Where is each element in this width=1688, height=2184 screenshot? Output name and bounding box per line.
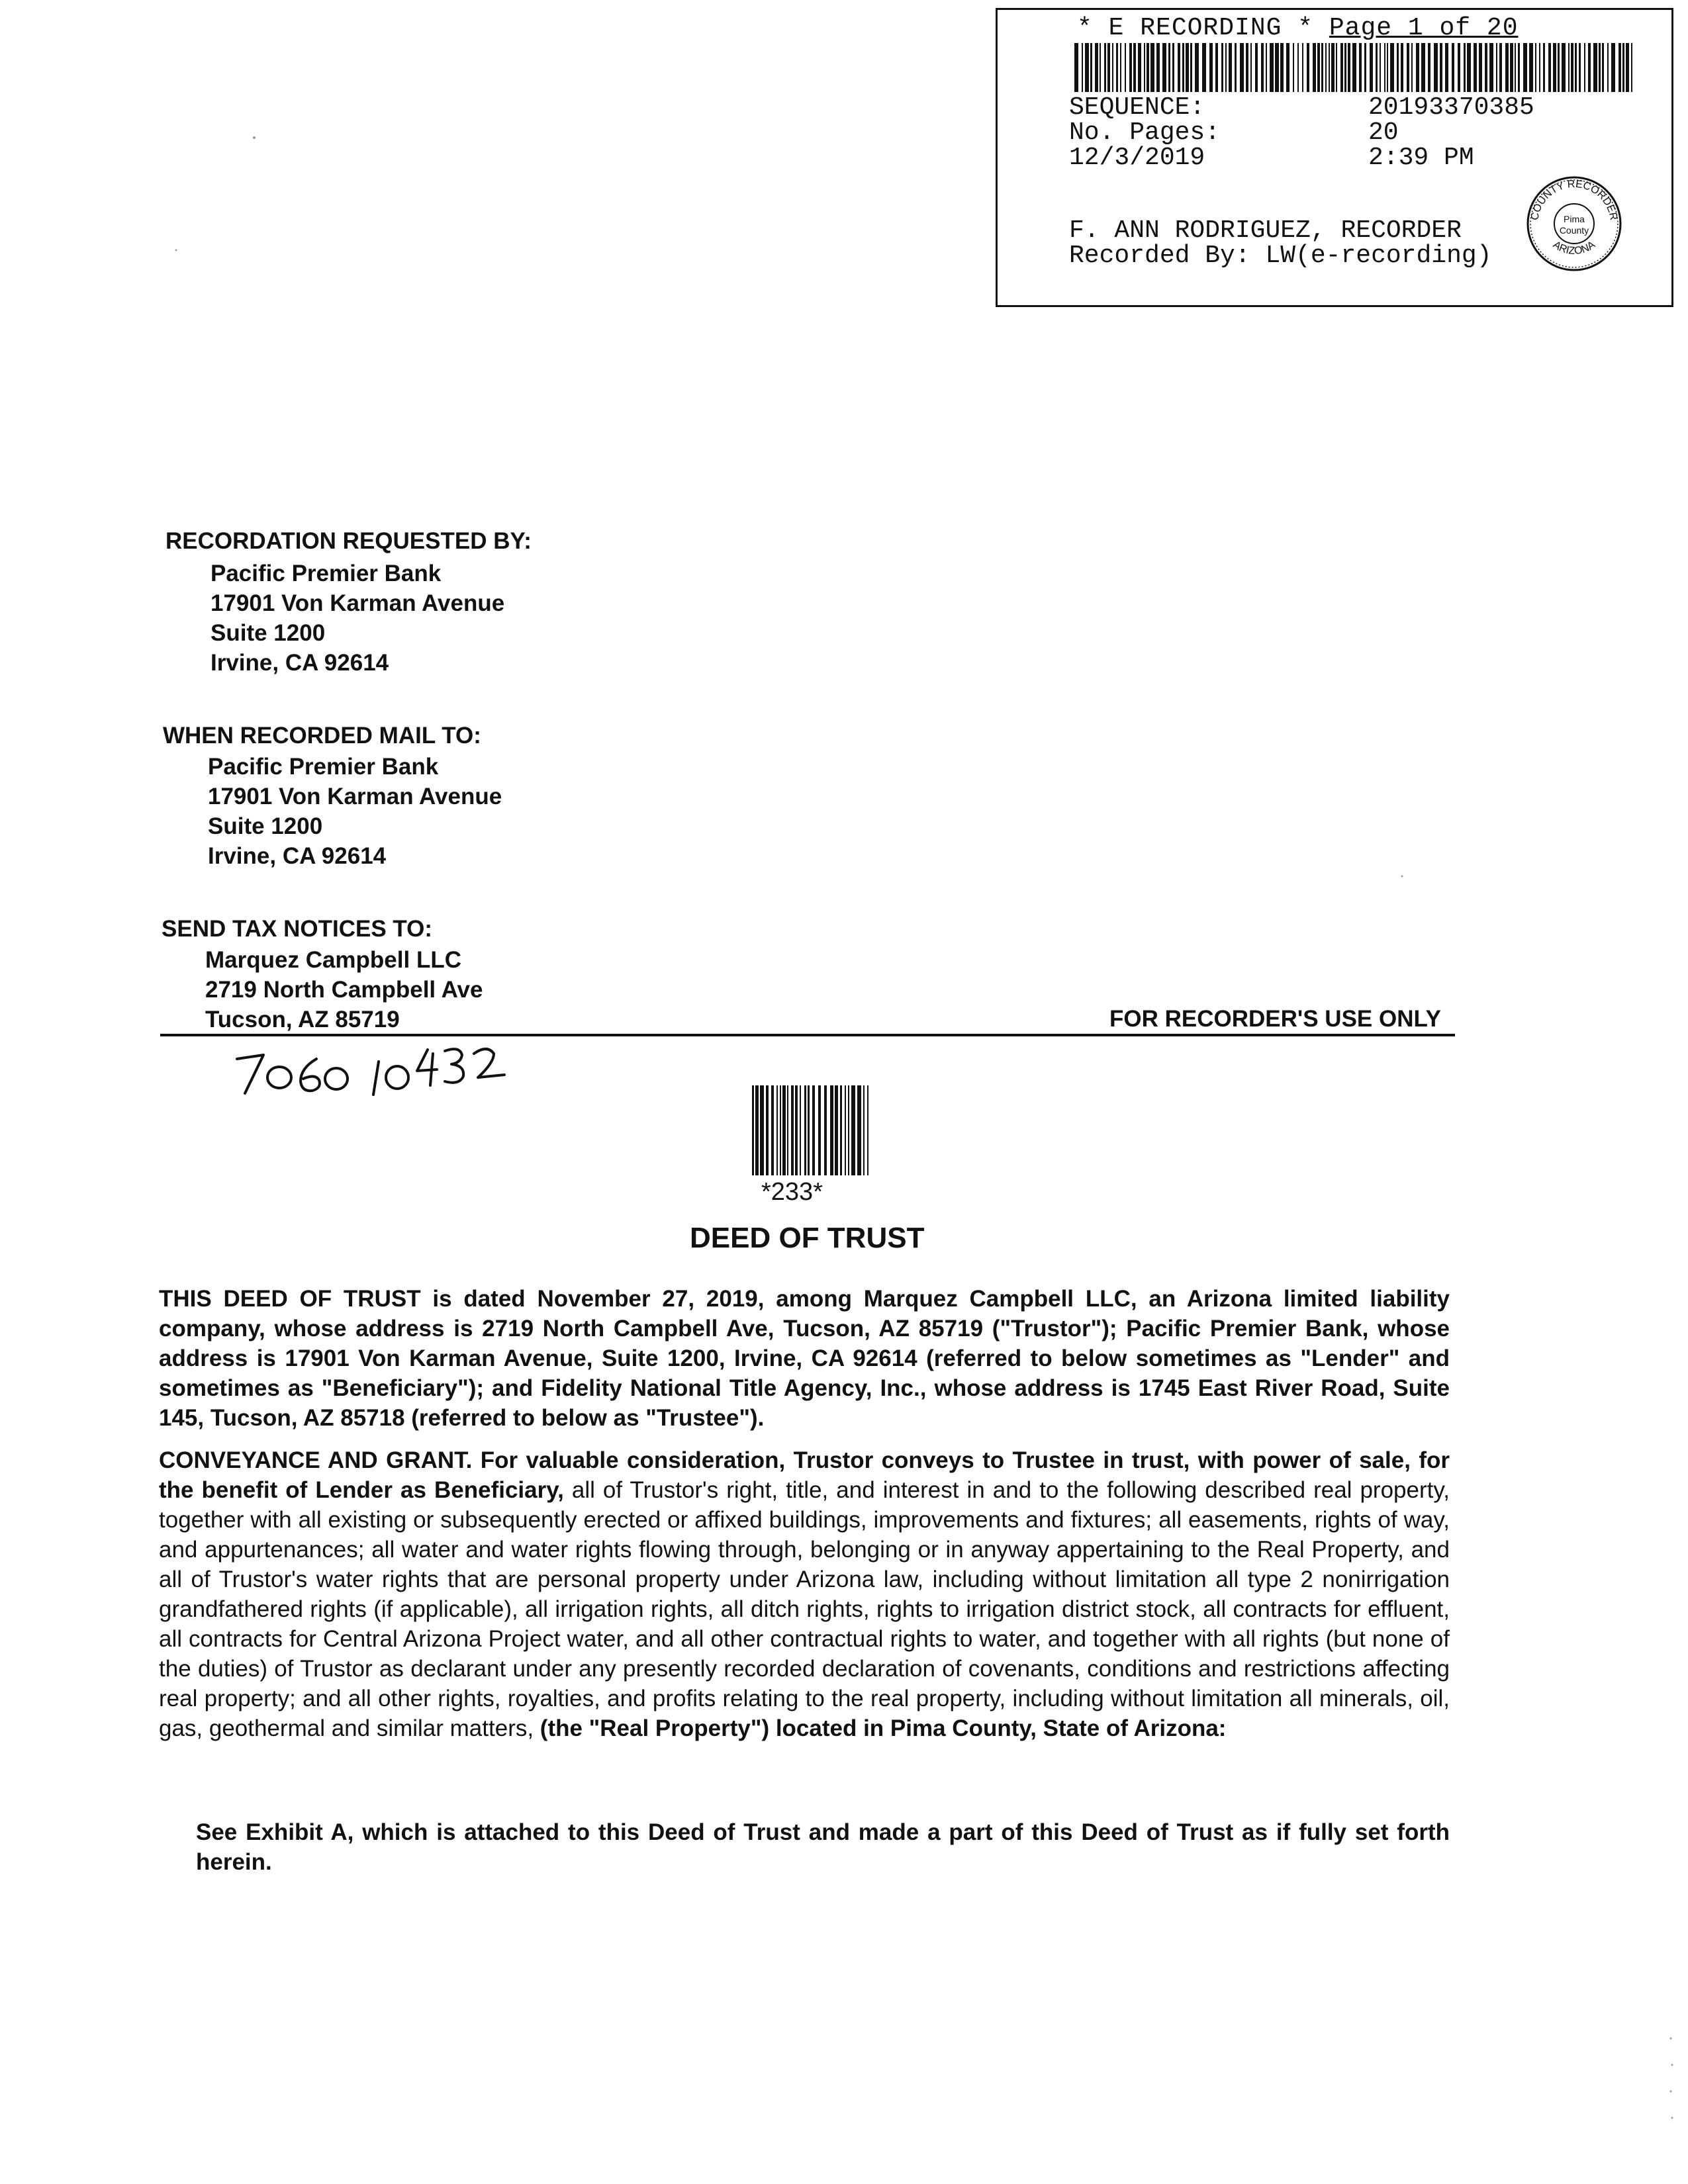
barcode-bar bbox=[1539, 43, 1540, 92]
stamp-header bbox=[1077, 14, 1519, 42]
barcode-bar bbox=[1125, 43, 1126, 92]
barcode-bar bbox=[1085, 43, 1089, 92]
barcode-bar bbox=[1575, 43, 1577, 92]
barcode-bar bbox=[1548, 43, 1551, 92]
barcode-bar bbox=[1246, 43, 1248, 92]
barcode-bar bbox=[835, 1085, 838, 1175]
barcode-bar bbox=[1445, 43, 1448, 92]
barcode-bar bbox=[1195, 43, 1199, 92]
recorded-by: Recorded By: LW(e-recording) bbox=[1069, 242, 1492, 270]
tax-notices-line: 2719 North Campbell Ave bbox=[205, 977, 483, 1003]
barcode-bar bbox=[1607, 43, 1609, 92]
recorders-use-label: FOR RECORDER'S USE ONLY bbox=[1109, 1006, 1441, 1032]
mail-to-line: Pacific Premier Bank bbox=[208, 754, 439, 780]
recording-date: 12/3/2019 bbox=[1069, 144, 1205, 172]
barcode-bar bbox=[795, 1085, 798, 1175]
barcode-bar bbox=[1321, 43, 1323, 92]
seal-top-text: COUNTY RECORDER bbox=[1529, 178, 1619, 222]
barcode-bar bbox=[1107, 43, 1110, 92]
document-barcode bbox=[752, 1085, 868, 1175]
barcode-bar bbox=[1467, 43, 1471, 92]
barcode-bar bbox=[1129, 43, 1132, 92]
recording-stamp bbox=[996, 8, 1673, 307]
barcode-bar bbox=[867, 1085, 868, 1175]
barcode-number: *233* bbox=[761, 1178, 823, 1206]
barcode-bar bbox=[1485, 43, 1487, 92]
barcode-bar bbox=[1515, 43, 1516, 92]
barcode-bar bbox=[1261, 43, 1264, 92]
barcode-bar bbox=[1270, 43, 1274, 92]
barcode-bar bbox=[1144, 43, 1145, 92]
barcode-bar bbox=[804, 1085, 806, 1175]
stamp-page-count: Page 1 of 20 bbox=[1329, 14, 1519, 42]
recordation-line: 17901 Von Karman Avenue bbox=[211, 590, 505, 616]
barcode-bar bbox=[1370, 43, 1373, 92]
barcode-bar bbox=[857, 1085, 861, 1175]
barcode-bar bbox=[1240, 43, 1244, 92]
barcode-bar bbox=[1331, 43, 1335, 92]
document-title: DEED OF TRUST bbox=[690, 1222, 925, 1254]
barcode-bar bbox=[1387, 43, 1388, 92]
barcode-bar bbox=[1138, 43, 1141, 92]
barcode-bar bbox=[1329, 43, 1330, 92]
barcode-bar bbox=[1275, 43, 1279, 92]
barcode-bar bbox=[1593, 43, 1597, 92]
conveyance-tail: (the "Real Property") located in Pima County, State of Arizona: bbox=[539, 1715, 1227, 1741]
barcode-bar bbox=[1100, 43, 1101, 92]
barcode-bar bbox=[1489, 43, 1493, 92]
barcode-bar bbox=[1397, 43, 1399, 92]
barcode-bar bbox=[1112, 43, 1113, 92]
barcode-bar bbox=[1434, 43, 1438, 92]
barcode-bar bbox=[812, 1085, 815, 1175]
barcode-bar bbox=[1421, 43, 1425, 92]
intro-paragraph: THIS DEED OF TRUST is dated November 27, 2019, among Marquez Campbell LLC, an Arizona limited liability company, whose address is 2719 North Campbell Ave, Tucson, AZ 85719 ("Trustor"); Pacific Premier Bank, whose address is 17901 Von Karman Avenue, Suite 1200, Irvine, CA 92614 (referred to below sometimes as "Lender" and sometimes as "Beneficiary"); and Fidelity National Title Agency, Inc., whose address is 1745 East River Road, Suite 145, Tucson, AZ 85718 (referred to below as "Trustee"). bbox=[159, 1286, 1450, 1431]
barcode-bar bbox=[787, 1085, 788, 1175]
barcode-bar bbox=[1215, 43, 1218, 92]
barcode-bar bbox=[1344, 43, 1346, 92]
barcode-bar bbox=[1411, 43, 1413, 92]
sequence-value: 20193370385 bbox=[1368, 93, 1534, 122]
barcode-bar bbox=[1602, 43, 1604, 92]
barcode-bar bbox=[1229, 43, 1232, 92]
tax-notices-heading: SEND TAX NOTICES TO: bbox=[162, 916, 433, 942]
section-divider bbox=[160, 1034, 1455, 1036]
exhibit-paragraph: See Exhibit A, which is attached to this Deed of Trust and made a part of this Deed of Trust as if fully set forth herein. bbox=[196, 1819, 1450, 1875]
barcode-bar bbox=[752, 1085, 754, 1175]
svg-text:ARIZONA bbox=[1551, 239, 1598, 257]
barcode-bar bbox=[1416, 43, 1419, 92]
barcode-bar bbox=[1120, 43, 1121, 92]
barcode-bar bbox=[1336, 43, 1337, 92]
mail-to-line: Suite 1200 bbox=[208, 813, 323, 839]
barcode-bar bbox=[1458, 43, 1460, 92]
barcode-bar bbox=[1090, 43, 1092, 92]
barcode-bar bbox=[776, 1085, 778, 1175]
barcode-bar bbox=[1317, 43, 1320, 92]
barcode-bar bbox=[1611, 43, 1615, 92]
barcode-bar bbox=[1380, 43, 1381, 92]
barcode-bar bbox=[1172, 43, 1174, 92]
barcode-bar bbox=[1571, 43, 1573, 92]
mail-to-line: Irvine, CA 92614 bbox=[208, 843, 387, 869]
seal-center-line-1: Pima bbox=[1564, 214, 1585, 224]
barcode-bar bbox=[851, 1085, 855, 1175]
barcode-bar bbox=[1182, 43, 1184, 92]
barcode-bar bbox=[771, 1085, 774, 1175]
tax-notices-line: Marquez Campbell LLC bbox=[205, 947, 461, 973]
mail-to-line: 17901 Von Karman Avenue bbox=[208, 784, 502, 809]
recording-time: 2:39 PM bbox=[1368, 144, 1474, 172]
barcode-bar bbox=[1162, 43, 1166, 92]
barcode-bar bbox=[1307, 43, 1309, 92]
barcode-bar bbox=[1340, 43, 1343, 92]
barcode-bar bbox=[1116, 43, 1118, 92]
barcode-bar bbox=[1297, 43, 1299, 92]
barcode-bar bbox=[1104, 43, 1106, 92]
barcode-bar bbox=[1313, 43, 1316, 92]
barcode-bar bbox=[1440, 43, 1442, 92]
barcode-bar bbox=[1302, 43, 1303, 92]
barcode-bar bbox=[1464, 43, 1466, 92]
barcode-bar bbox=[1178, 43, 1180, 92]
barcode-bar bbox=[1474, 43, 1477, 92]
barcode-bar bbox=[863, 1085, 865, 1175]
barcode-bar bbox=[1225, 43, 1227, 92]
barcode-bar bbox=[1266, 43, 1267, 92]
barcode-bar bbox=[1190, 43, 1192, 92]
barcode-bar bbox=[1599, 43, 1601, 92]
barcode-bar bbox=[848, 1085, 849, 1175]
barcode-bar bbox=[1579, 43, 1581, 92]
barcode-bar bbox=[1325, 43, 1327, 92]
barcode-bar bbox=[1293, 43, 1294, 92]
barcode-bar bbox=[808, 1085, 810, 1175]
barcode-bar bbox=[780, 1085, 781, 1175]
barcode-bar bbox=[824, 1085, 827, 1175]
barcode-bar bbox=[1082, 43, 1083, 92]
barcode-bar bbox=[1505, 43, 1509, 92]
tax-notices-line: Tucson, AZ 85719 bbox=[205, 1007, 400, 1032]
barcode-bar bbox=[1562, 43, 1566, 92]
barcode-bar bbox=[1631, 43, 1632, 92]
recordation-line: Pacific Premier Bank bbox=[211, 561, 442, 586]
barcode-bar bbox=[1074, 43, 1078, 92]
mail-to-heading: WHEN RECORDED MAIL TO: bbox=[163, 723, 481, 749]
barcode-bar bbox=[845, 1085, 846, 1175]
recordation-line: Suite 1200 bbox=[211, 620, 326, 646]
recording-barcode bbox=[1074, 43, 1636, 92]
recordation-heading: RECORDATION REQUESTED BY: bbox=[165, 528, 532, 554]
barcode-bar bbox=[1286, 43, 1289, 92]
barcode-bar bbox=[1150, 43, 1154, 92]
barcode-bar bbox=[1235, 43, 1237, 92]
barcode-bar bbox=[1255, 43, 1258, 92]
sequence-label: SEQUENCE: bbox=[1069, 93, 1205, 122]
seal-bottom-text: ARIZONA bbox=[1550, 239, 1598, 257]
barcode-bar bbox=[1622, 43, 1624, 92]
barcode-bar bbox=[1186, 43, 1189, 92]
handwritten-note bbox=[232, 1039, 510, 1099]
pages-value: 20 bbox=[1368, 118, 1399, 147]
barcode-bar bbox=[1250, 43, 1252, 92]
barcode-bar bbox=[1401, 43, 1403, 92]
barcode-bar bbox=[1496, 43, 1497, 92]
barcode-bar bbox=[830, 1085, 833, 1175]
barcode-bar bbox=[1095, 43, 1098, 92]
recorder-name: F. ANN RODRIGUEZ, RECORDER bbox=[1069, 216, 1462, 245]
barcode-bar bbox=[1364, 43, 1366, 92]
barcode-bar bbox=[766, 1085, 769, 1175]
barcode-bar bbox=[1588, 43, 1591, 92]
barcode-bar bbox=[1390, 43, 1394, 92]
barcode-bar bbox=[1384, 43, 1385, 92]
barcode-bar bbox=[1510, 43, 1513, 92]
barcode-bar bbox=[1221, 43, 1223, 92]
barcode-bar bbox=[800, 1085, 801, 1175]
barcode-bar bbox=[760, 1085, 764, 1175]
barcode-bar bbox=[791, 1085, 794, 1175]
conveyance-paragraph bbox=[159, 1445, 1450, 1743]
barcode-bar bbox=[1618, 43, 1621, 92]
barcode-bar bbox=[1535, 43, 1536, 92]
pages-label: No. Pages: bbox=[1069, 118, 1221, 147]
barcode-bar bbox=[1479, 43, 1482, 92]
barcode-bar bbox=[1202, 43, 1206, 92]
barcode-bar bbox=[1499, 43, 1502, 92]
barcode-bar bbox=[1133, 43, 1136, 92]
barcode-bar bbox=[1428, 43, 1430, 92]
county-seal-icon bbox=[1524, 174, 1624, 273]
barcode-bar bbox=[818, 1085, 821, 1175]
conveyance-body: all of Trustor's right, title, and interest in and to the following described real property, together with all existing or subsequently erected or affixed buildings, improvements and fixtures; all easements, rights of way, and appurtenances; all water and water rights flowing through, belonging or in anyway appertaining to the Real Property, and all of Trustor's water rights that are personal property under Arizona law, including without limitation all type 2 nonirrigation grandfathered rights (if applicable), all irrigation rights, all ditch rights, rights to irrigation district stock, all contracts for effluent, all contracts for Central Arizona Project water, and all other contractual rights to water, and together with all rights (but none of the duties) of Trustor as declarant under any presently recorded declaration of covenants, conditions and restrictions affecting real property; and all other rights, royalties, and profits relating to the real property, including without limitation all minerals, oil, gas, geothermal and similar matters, bbox=[159, 1477, 1450, 1741]
barcode-bar bbox=[1156, 43, 1160, 92]
barcode-bar bbox=[1348, 43, 1350, 92]
barcode-bar bbox=[1376, 43, 1378, 92]
barcode-bar bbox=[1280, 43, 1284, 92]
recordation-line: Irvine, CA 92614 bbox=[211, 650, 389, 676]
barcode-bar bbox=[1558, 43, 1560, 92]
barcode-bar bbox=[1209, 43, 1213, 92]
conveyance-lead: CONVEYANCE AND GRANT. For valuable consideration, Trustor conveys to Trustee in trust, with power of sale, for the benefit of Lender as Beneficiary, bbox=[159, 1447, 1450, 1503]
barcode-bar bbox=[840, 1085, 842, 1175]
barcode-bar bbox=[1543, 43, 1545, 92]
barcode-bar bbox=[1168, 43, 1170, 92]
stamp-header-prefix: * E RECORDING * bbox=[1077, 14, 1329, 42]
barcode-bar bbox=[1568, 43, 1570, 92]
barcode-bar bbox=[1518, 43, 1520, 92]
barcode-bar bbox=[1584, 43, 1585, 92]
barcode-bar bbox=[1452, 43, 1454, 92]
seal-center-line-2: County bbox=[1559, 225, 1589, 236]
barcode-bar bbox=[755, 1085, 759, 1175]
barcode-bar bbox=[1359, 43, 1362, 92]
barcode-bar bbox=[1407, 43, 1409, 92]
barcode-bar bbox=[1523, 43, 1527, 92]
barcode-bar bbox=[1553, 43, 1556, 92]
barcode-bar bbox=[1352, 43, 1356, 92]
barcode-bar bbox=[782, 1085, 786, 1175]
barcode-bar bbox=[1147, 43, 1149, 92]
barcode-bar bbox=[1529, 43, 1533, 92]
barcode-bar bbox=[1626, 43, 1629, 92]
